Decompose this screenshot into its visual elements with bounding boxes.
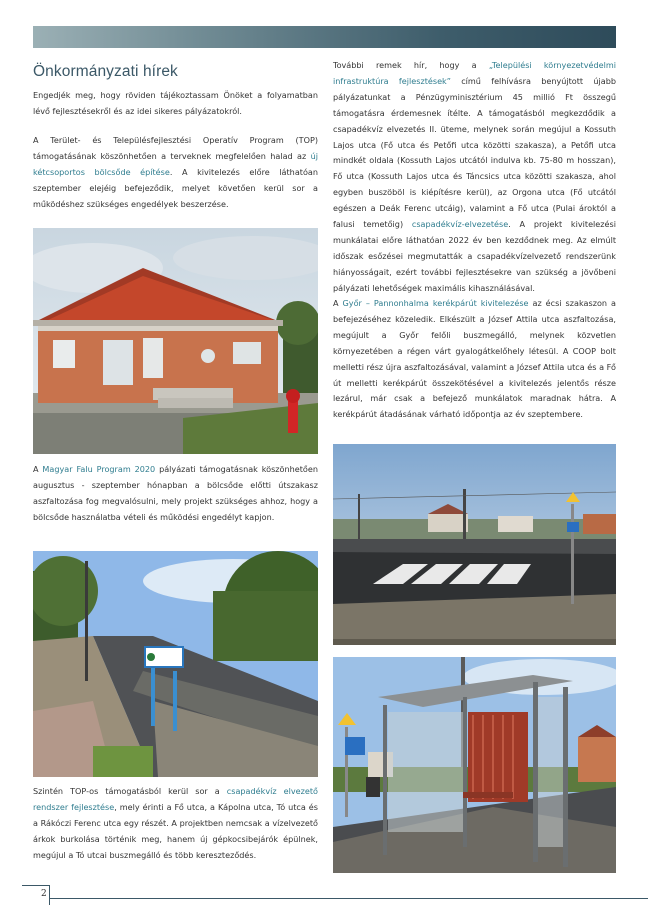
drainage-paragraph bbox=[33, 784, 318, 864]
environment-paragraph bbox=[333, 58, 616, 297]
page-number: 2 bbox=[41, 889, 47, 899]
page-title: Önkormányzati hírek bbox=[33, 63, 178, 80]
bikepath-highlight: Győr – Pannonhalma kerékpárút kivitelezése bbox=[342, 298, 529, 308]
nursery-paragraph bbox=[33, 133, 318, 213]
nursery-highlight: új kétcsoportos bölcsőde építése bbox=[33, 150, 318, 177]
intro-text: Engedjék meg, hogy röviden tájékoztassam Önöket a folyamatban lévő fejlesztésekről és az idei sikeres pályázatokról. bbox=[33, 90, 318, 116]
nursery-text-a: A Terület- és Településfejlesztési Operatív Program (TOP) támogatásának köszönhetően a terveknek megfelelően halad az bbox=[33, 135, 318, 161]
asphalt-highlight: Magyar Falu Program 2020 bbox=[42, 464, 156, 474]
asphalt-text-b: pályázati támogatásnak köszönhetően augusztus - szeptember hónapban a bölcsőde előtti útszakasz aszfaltozása fog megvalósulni, mely projekt szükséges ahhoz, hogy a bölcsőde használatba vételi és működési engedélyt kapjon. bbox=[33, 464, 318, 522]
header-banner bbox=[33, 26, 616, 48]
nursery-text-b: . A kivitelezés előre láthatóan szeptember elejéig befejeződik, melyet követően kerül sor a működéshez szükséges engedélyek beszerzése. bbox=[33, 166, 318, 209]
drainage-text-b: , mely érinti a Fő utca, a Kápolna utca, Tó utca és a Rákóczi Ferenc utca egy részét. A projektben nemcsak a vízelvezető árkok burkolása történik meg, hanem új gépkocsibejárók épülnek, megújul a Tó utcai buszmegálló és több kereszteződés. bbox=[33, 801, 318, 860]
environment-highlight-1: „Települési környezetvédelmi infrastruktúra fejlesztések” bbox=[333, 60, 616, 86]
crosswalk-road-photo bbox=[333, 444, 616, 645]
footer-rule bbox=[50, 898, 648, 899]
environment-highlight-2: csapadékvíz-elvezetése bbox=[411, 219, 509, 230]
bikepath-text-b: az écsi szakaszon a befejezéséhez közeledik. Elkészült a József Attila utca aszfaltozása, megújult a Győr felőli buszmegálló, melynek közvetlen környezetében a régen várt gyalogátkelőhely létesül. A COOP bolt melletti rész újra aszfaltozásával, valamint a József Attila utca és a Fő út melletti kerékpárút összekötésével a kivitelezés jelentős része lezárul, már csak a befejező munkálatok maradnak hátra. A kerékpárút átadásának várható időpontja az év szeptembere. bbox=[333, 298, 616, 420]
road-with-sign-photo bbox=[33, 551, 318, 777]
environment-text-b: című felhívásra benyújtott újabb pályázatunkat a Pénzügyminisztérium 45 millió Ft összegű támogatásra érdemesnek ítélte. A támogatásból megkezdődik a csapadékvíz elvezetés II. üteme, melynek során megújul a Kossuth Lajos utca (Fő utca és Petőfi utca közötti szakasza), a Petőfi utca mindkét oldala (Kossuth Lajos utcától indulva kb. 75-80 m hosszan), Fő utca (Kossuth Lajos utca és Táncsics utca közötti szakasza, ahol egyben buszöböl is kiépítésre kerül), az Orgona utca (Fő utcától egészen a Deák Ferenc utcáig), valamint a Fő utca (Pulai ároktól a falusi temetőig) bbox=[333, 75, 617, 230]
asphalt-text-a: A bbox=[33, 464, 43, 474]
intro-paragraph bbox=[33, 88, 318, 120]
nursery-construction-photo bbox=[33, 228, 318, 454]
environment-text-c: . A projekt kivitelezési munkálatai előre láthatóan 2022 év ben kezdődnek meg. Az elmúlt időszak esőzései megmutatták a csapadékvízelvezető rendszerünk hiányosságait, ezért további fejlesztésekre van szükség a jövőbeni pályázati lehetőségek maximális kihasználásával. bbox=[333, 219, 616, 293]
bikepath-text-a: A bbox=[333, 298, 343, 308]
environment-text-a: További remek hír, hogy a bbox=[333, 60, 489, 70]
asphalt-paragraph bbox=[33, 462, 318, 526]
bus-shelter-photo bbox=[333, 657, 616, 873]
bikepath-paragraph bbox=[333, 296, 616, 423]
drainage-text-a: Szintén TOP-os támogatásból kerül sor a bbox=[33, 786, 227, 796]
drainage-highlight: csapadékvíz elvezető rendszer fejlesztése bbox=[33, 786, 318, 812]
